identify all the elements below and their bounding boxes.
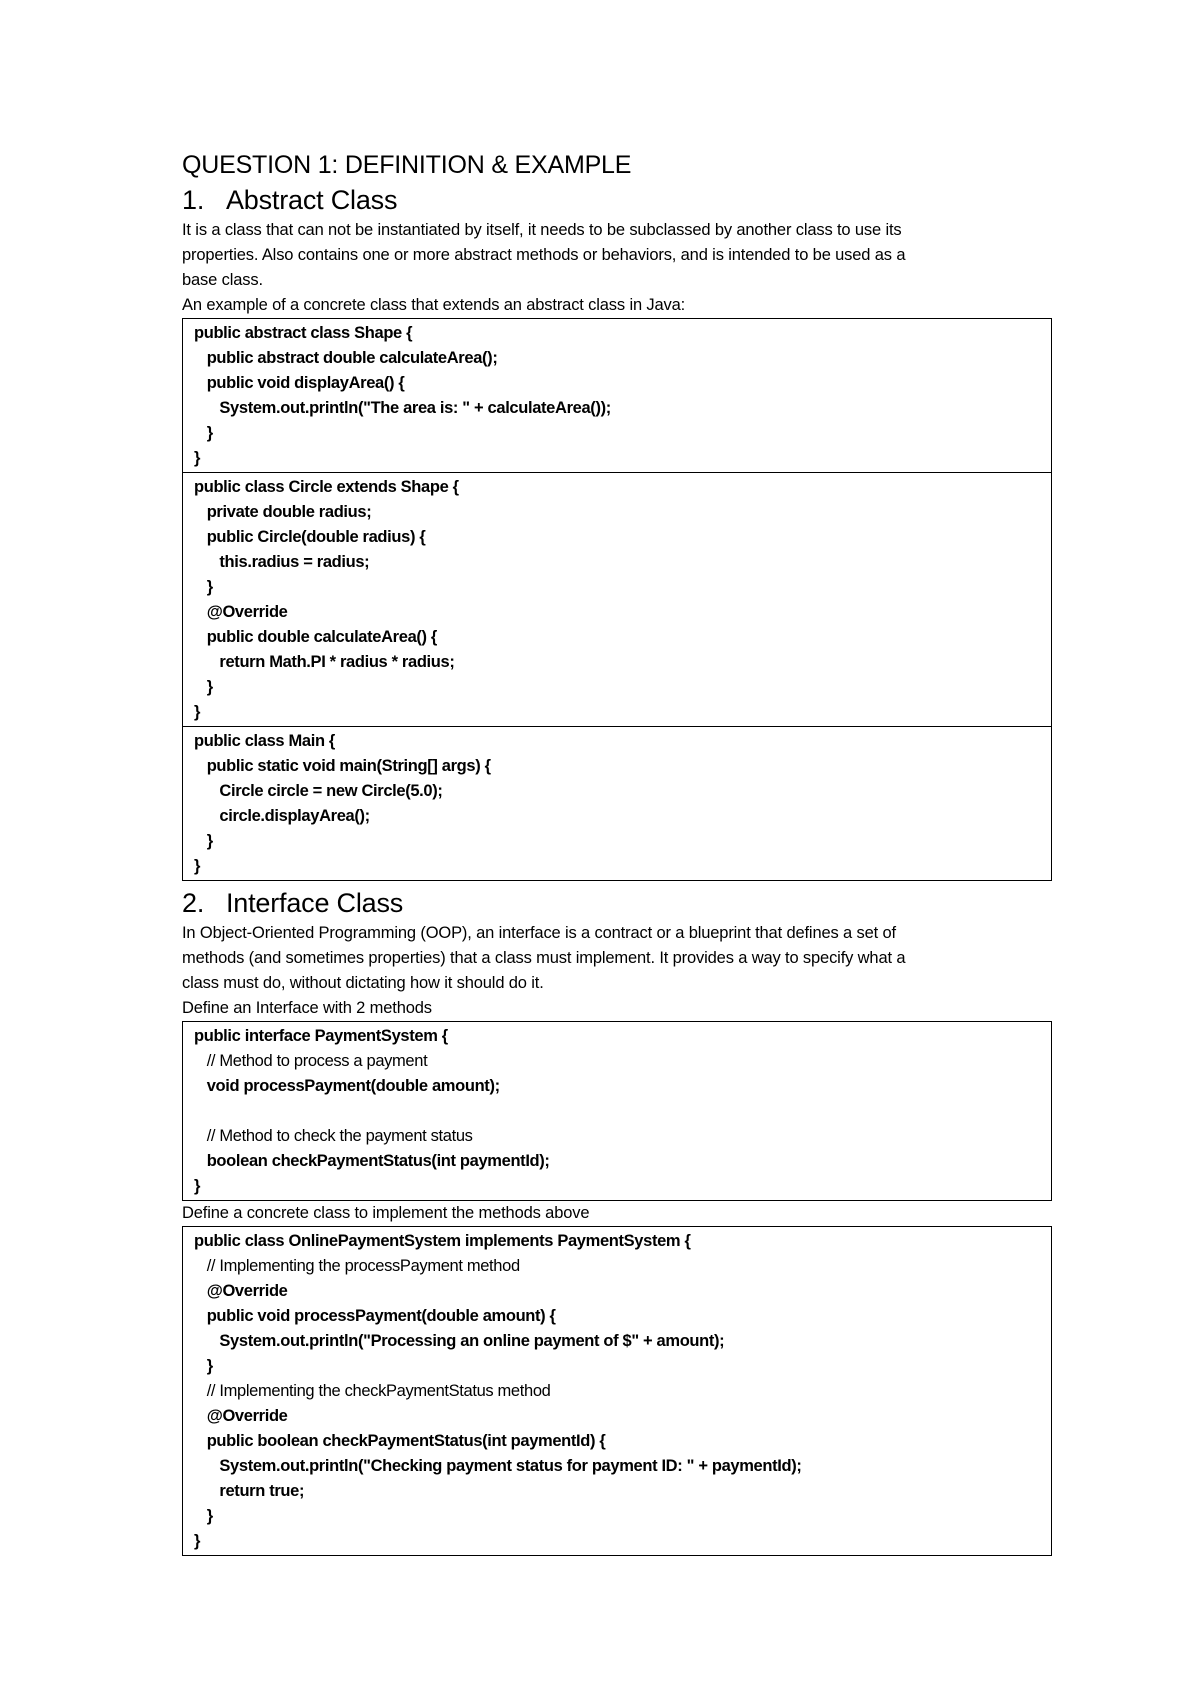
code-line: public void displayArea() { bbox=[194, 374, 405, 392]
code-line: public interface PaymentSystem { bbox=[194, 1027, 448, 1045]
document-title: QUESTION 1: DEFINITION & EXAMPLE bbox=[182, 151, 632, 179]
code-block bbox=[183, 319, 1051, 472]
description-line: methods (and sometimes properties) that a class must implement. It provides a way to specify what a bbox=[182, 949, 906, 967]
code-line: System.out.println("Processing an online payment of $" + amount); bbox=[194, 1332, 725, 1350]
code-line: public static void main(String[] args) { bbox=[194, 757, 491, 775]
impl-label: Define a concrete class to implement the methods above bbox=[182, 1204, 590, 1222]
code-line: public void processPayment(double amount) { bbox=[194, 1307, 556, 1325]
code-line: } bbox=[194, 578, 213, 596]
code-line: public Circle(double radius) { bbox=[194, 528, 426, 546]
code-comment-line: // Implementing the processPayment method bbox=[194, 1257, 520, 1275]
description-line: properties. Also contains one or more abstract methods or behaviors, and is intended to be used as a bbox=[182, 246, 906, 264]
code-block bbox=[183, 1227, 1051, 1555]
code-line: } bbox=[194, 424, 213, 442]
code-line: @Override bbox=[194, 1407, 288, 1425]
code-line: private double radius; bbox=[194, 503, 372, 521]
code-comment-line: // Method to check the payment status bbox=[194, 1127, 473, 1145]
code-comment-line: // Implementing the checkPaymentStatus method bbox=[194, 1382, 551, 1400]
code-table-interface bbox=[182, 1021, 1052, 1201]
code-table-implementation bbox=[182, 1226, 1052, 1556]
code-line: } bbox=[194, 832, 213, 850]
section-title: Interface Class bbox=[226, 888, 404, 918]
section-abstract-class bbox=[182, 182, 1052, 881]
code-line: @Override bbox=[194, 1282, 288, 1300]
code-line: boolean checkPaymentStatus(int paymentId); bbox=[194, 1152, 550, 1170]
code-block bbox=[183, 1022, 1051, 1200]
code-line: } bbox=[194, 1177, 201, 1195]
code-line: public class Circle extends Shape { bbox=[194, 478, 459, 496]
code-line: public class OnlinePaymentSystem implements PaymentSystem { bbox=[194, 1232, 691, 1250]
code-line: } bbox=[194, 678, 213, 696]
section-number: 1. bbox=[182, 185, 205, 215]
code-line: public double calculateArea() { bbox=[194, 628, 437, 646]
code-line: @Override bbox=[194, 603, 288, 621]
interface-label: Define an Interface with 2 methods bbox=[182, 999, 432, 1017]
description-line: base class. bbox=[182, 271, 263, 289]
code-line: } bbox=[194, 1507, 213, 1525]
code-line: public abstract class Shape { bbox=[194, 324, 413, 342]
code-line: Circle circle = new Circle(5.0); bbox=[194, 782, 443, 800]
description-line: In Object-Oriented Programming (OOP), an interface is a contract or a blueprint that defines a set of bbox=[182, 924, 896, 942]
code-line: return true; bbox=[194, 1482, 305, 1500]
code-line: } bbox=[194, 857, 201, 875]
code-block bbox=[183, 726, 1051, 880]
code-line: } bbox=[194, 1357, 213, 1375]
code-block bbox=[183, 472, 1051, 726]
description-line: class must do, without dictating how it should do it. bbox=[182, 974, 544, 992]
code-line: } bbox=[194, 703, 201, 721]
code-line: public boolean checkPaymentStatus(int paymentId) { bbox=[194, 1432, 606, 1450]
document-page bbox=[182, 148, 1052, 1556]
section-title: Abstract Class bbox=[226, 185, 398, 215]
section-interface-class bbox=[182, 885, 1052, 1556]
code-line: this.radius = radius; bbox=[194, 553, 370, 571]
code-comment-line: // Method to process a payment bbox=[194, 1052, 428, 1070]
code-table-abstract bbox=[182, 318, 1052, 881]
code-line: return Math.PI * radius * radius; bbox=[194, 653, 455, 671]
code-line: System.out.println("The area is: " + calculateArea()); bbox=[194, 399, 611, 417]
code-line: void processPayment(double amount); bbox=[194, 1077, 500, 1095]
example-label: An example of a concrete class that extends an abstract class in Java: bbox=[182, 296, 686, 314]
description-line: It is a class that can not be instantiated by itself, it needs to be subclassed by another class to use its bbox=[182, 221, 902, 239]
code-line: public abstract double calculateArea(); bbox=[194, 349, 498, 367]
code-line: } bbox=[194, 1532, 201, 1550]
code-line: } bbox=[194, 449, 201, 467]
section-heading bbox=[182, 182, 1052, 218]
code-line: public class Main { bbox=[194, 732, 335, 750]
code-line: System.out.println("Checking payment status for payment ID: " + paymentId); bbox=[194, 1457, 802, 1475]
section-heading bbox=[182, 885, 1052, 921]
code-line bbox=[194, 1099, 1051, 1124]
code-line: circle.displayArea(); bbox=[194, 807, 370, 825]
section-number: 2. bbox=[182, 888, 205, 918]
